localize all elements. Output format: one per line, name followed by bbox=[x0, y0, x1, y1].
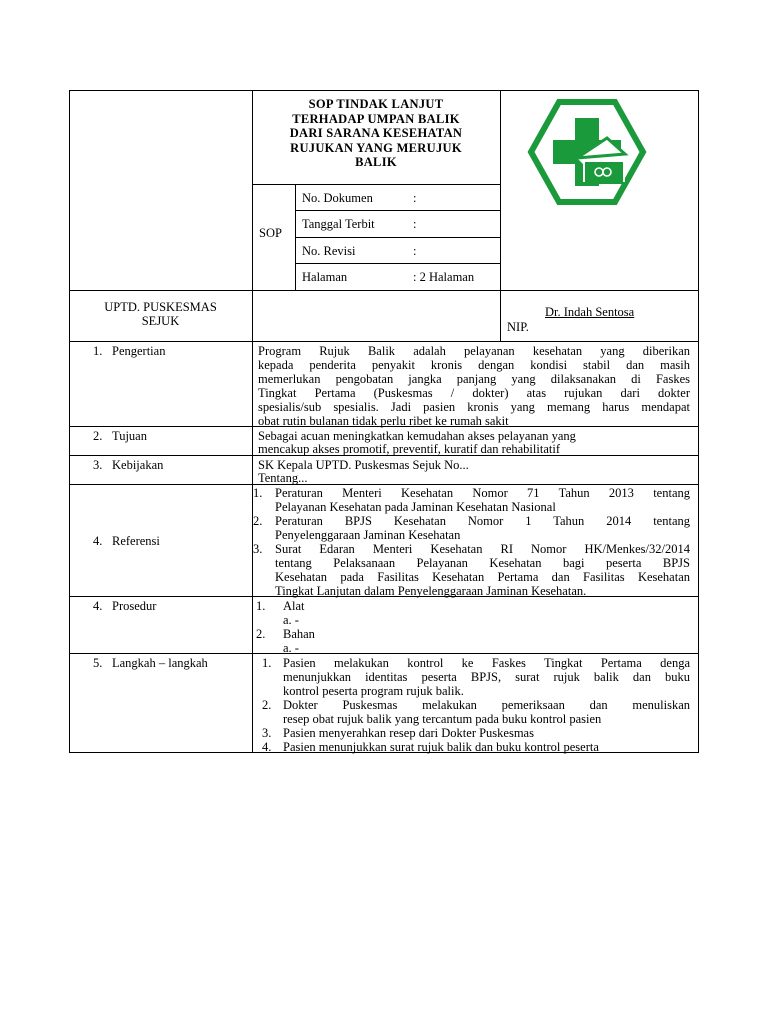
table-border-left bbox=[69, 90, 70, 753]
doc-field-label-tanggal-terbit: Tanggal Terbit bbox=[302, 217, 375, 231]
prosedur-sub-item: a. - bbox=[283, 613, 299, 627]
doc-field-label-no-revisi: No. Revisi bbox=[302, 244, 356, 258]
section-label-tujuan: Tujuan bbox=[112, 429, 147, 443]
prosedur-item-text: Alat bbox=[283, 599, 305, 613]
institution-bottom-line bbox=[69, 341, 699, 342]
section-number: 3. bbox=[93, 458, 103, 472]
table-border-top bbox=[69, 90, 699, 91]
kebijakan-line: SK Kepala UPTD. Puskesmas Sejuk No... bbox=[258, 458, 469, 472]
langkah-item-number: 2. bbox=[262, 698, 272, 712]
section-label-prosedur: Prosedur bbox=[112, 599, 157, 613]
tujuan-line: Sebagai acuan meningkatkan kemudahan akses pelayanan yang bbox=[258, 429, 576, 443]
pengertian-text: Program Rujuk Balik adalah pelayanan kesehatan yang diberikan kepada penderita penyakit kronis dengan kondisi stabil dan masih memerlukan pengobatan jangka panjang yang dilaksanakan di Faskes Tingkat Pertama (Puskesmas / dokter) atas rujukan dari dokter spesialis/sub spesialis. Jadi pasien kronis yang memang harus mendapat obat rutin bulanan tidak perlu ribet ke rumah sakit bbox=[258, 344, 690, 428]
title-line: BALIK bbox=[355, 155, 397, 169]
section-number: 2. bbox=[93, 429, 103, 443]
document-title bbox=[252, 97, 500, 170]
title-line: RUJUKAN YANG MERUJUK bbox=[290, 140, 462, 155]
puskesmas-logo-icon bbox=[527, 98, 647, 206]
title-line: DARI SARANA KESEHATAN bbox=[289, 126, 463, 140]
referensi-item-number: 1. bbox=[253, 486, 263, 500]
institution-name: UPTD. PUSKESMAS SEJUK bbox=[104, 300, 217, 328]
referensi-item-number: 3. bbox=[253, 542, 263, 556]
langkah-item-number: 1. bbox=[262, 656, 272, 670]
title-line: SOP TINDAK LANJUT bbox=[308, 97, 444, 111]
sop-label: SOP bbox=[259, 226, 282, 240]
section-number: 5. bbox=[93, 656, 103, 670]
langkah-item: Dokter Puskesmas melakukan pemeriksaan dan menuliskan resep obat rujuk balik yang tercantum pada buku kontrol pasien bbox=[283, 698, 690, 726]
title-bottom-line bbox=[252, 184, 500, 185]
prosedur-item-text: Bahan bbox=[283, 627, 315, 641]
signatory-nip: NIP. bbox=[507, 320, 529, 334]
signatory-name: Dr. Indah Sentosa bbox=[545, 305, 635, 319]
langkah-item: Pasien menunjukkan surat rujuk balik dan buku kontrol peserta bbox=[283, 740, 599, 754]
doc-field-value-no-dokumen: : bbox=[413, 191, 417, 205]
prosedur-item-number: 2. bbox=[256, 627, 266, 641]
referensi-item: Peraturan BPJS Kesehatan Nomor 1 Tahun 2014 tentang Penyelenggaraan Jaminan Kesehatan bbox=[275, 514, 690, 542]
langkah-item: Pasien melakukan kontrol ke Faskes Tingkat Pertama denga menunjukkan identitas peserta BPJS, surat rujuk balik dan buku kontrol peserta program rujuk balik. bbox=[283, 656, 690, 698]
doc-field-divider-3 bbox=[295, 263, 500, 264]
langkah-item-number: 3. bbox=[262, 726, 272, 740]
doc-field-label-halaman: Halaman bbox=[302, 270, 348, 284]
label-column-divider bbox=[252, 90, 253, 753]
langkah-item: Pasien menyerahkan resep dari Dokter Puskesmas bbox=[283, 726, 534, 740]
doc-field-label-no-dokumen: No. Dokumen bbox=[302, 191, 373, 205]
kebijakan-bottom-line bbox=[69, 484, 699, 485]
table-border-right bbox=[698, 90, 699, 753]
logo-column-divider bbox=[500, 90, 501, 342]
prosedur-sub-item: a. - bbox=[283, 641, 299, 655]
doc-field-value-no-revisi: : bbox=[413, 244, 417, 258]
section-label-pengertian: Pengertian bbox=[112, 344, 166, 358]
doc-field-divider-2 bbox=[295, 237, 500, 238]
prosedur-item-number: 1. bbox=[256, 599, 266, 613]
tujuan-line: mencakup akses promotif, preventif, kuratif dan rehabilitatif bbox=[258, 442, 560, 456]
langkah-item-number: 4. bbox=[262, 740, 272, 754]
prosedur-bottom-line bbox=[69, 653, 699, 654]
doc-field-value-halaman: : 2 Halaman bbox=[413, 270, 475, 284]
doc-field-divider-1 bbox=[295, 210, 500, 211]
section-label-langkah: Langkah – langkah bbox=[112, 656, 208, 670]
referensi-item: Surat Edaran Menteri Kesehatan RI Nomor HK/Menkes/32/2014 tentang Pelaksanaan Pelayanan Kesehatan bagi peserta BPJS Kesehatan pada Fasilitas Kesehatan Pertama dan Fasilitas Kesehatan Tingkat Lanjutan dalam Penyelenggaraan Jaminan Kesehatan. bbox=[275, 542, 690, 598]
section-label-referensi: Referensi bbox=[112, 534, 160, 548]
doc-field-value-tanggal-terbit: : bbox=[413, 217, 417, 231]
header-bottom-line bbox=[69, 290, 699, 291]
referensi-item-number: 2. bbox=[253, 514, 263, 528]
section-label-kebijakan: Kebijakan bbox=[112, 458, 164, 472]
section-number: 4. bbox=[93, 534, 103, 548]
title-line: TERHADAP UMPAN BALIK bbox=[292, 111, 460, 126]
section-number: 4. bbox=[93, 599, 103, 613]
sop-label-divider bbox=[295, 184, 296, 291]
section-number: 1. bbox=[93, 344, 103, 358]
kebijakan-line: Tentang... bbox=[258, 471, 308, 485]
referensi-item: Peraturan Menteri Kesehatan Nomor 71 Tahun 2013 tentang Pelayanan Kesehatan pada Jaminan Kesehatan Nasional bbox=[275, 486, 690, 514]
